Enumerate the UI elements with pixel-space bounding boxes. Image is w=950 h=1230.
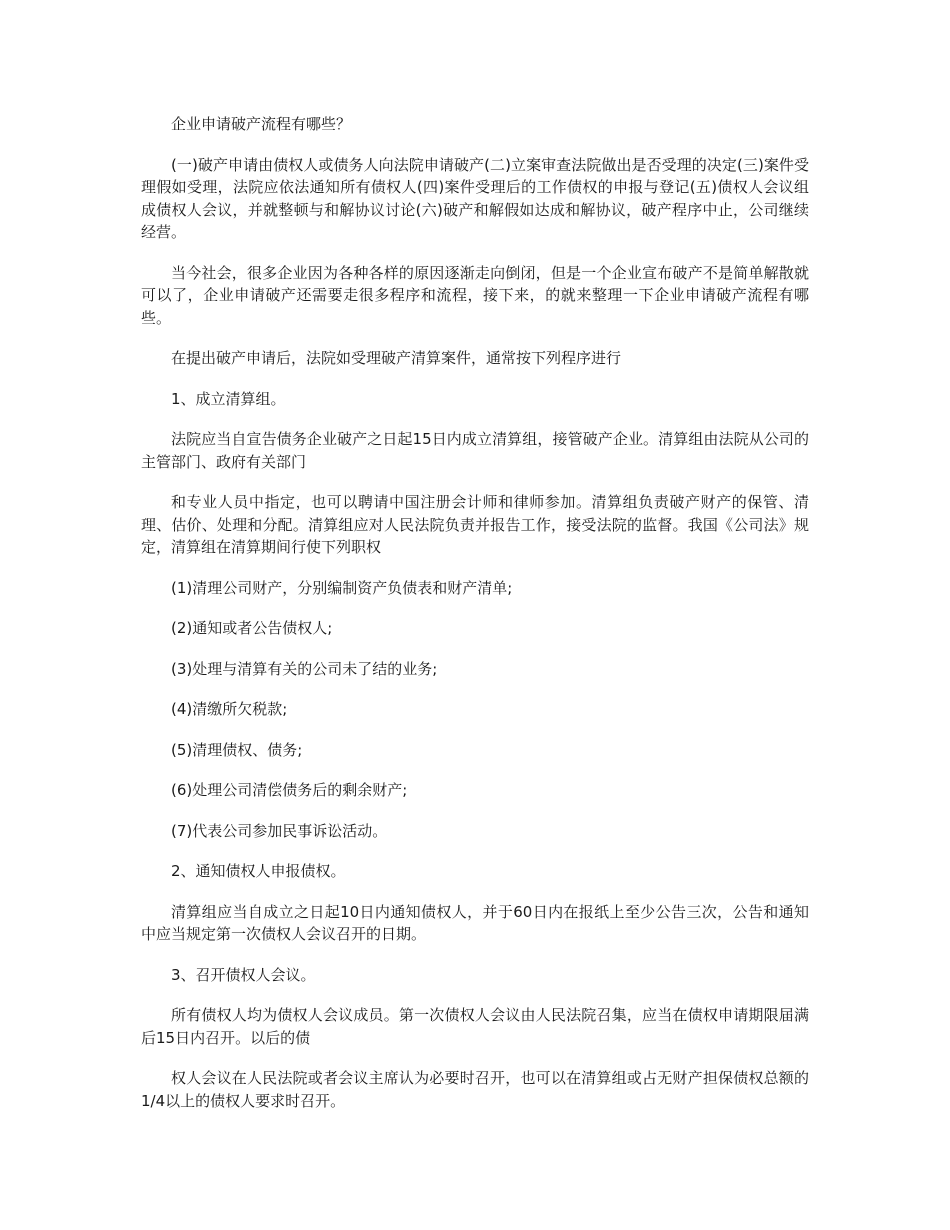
intro-paragraph: 当今社会，很多企业因为各种各样的原因逐渐走向倒闭，但是一个企业宣布破产不是简单解散就可以了，企业申请破产还需要走很多程序和流程，接下来，的就来整理一下企业申请破产流程有哪些。: [141, 263, 809, 327]
duty-item: (3)处理与清算有关的公司未了结的业务;: [171, 659, 438, 678]
step-3-paragraph: 所有债权人均为债权人会议成员。第一次债权人会议由人民法院召集，应当在债权申请期限届满后15日内召开。以后的债: [141, 1006, 809, 1047]
duty-item: (4)清缴所欠税款;: [171, 700, 288, 718]
duty-item: (7)代表公司参加民事诉讼活动。: [171, 821, 388, 840]
step-3-heading: 3、召开债权人会议。: [171, 965, 316, 984]
question-heading: 企业申请破产流程有哪些？: [171, 115, 352, 133]
step-1-continuation-paragraph: 和专业人员中指定，也可以聘请中国注册会计师和律师参加。清算组负责破产财产的保管、清理、估价、处理和分配。清算组应对人民法院负责并报告工作，接受法院的监督。我国《公司法》规定，清算组在清算期间行使下列职权: [141, 493, 809, 556]
procedure-lead-paragraph: 在提出破产申请后，法院如受理破产清算案件，通常按下列程序进行: [171, 349, 622, 367]
step-2-heading: 2、通知债权人申报债权。: [171, 862, 346, 880]
process-summary-paragraph: (一)破产申请由债权人或债务人向法院申请破产(二)立案审查法院做出是否受理的决定(三)案件受理假如受理，法院应依法通知所有债权人(四)案件受理后的工作债权的申报与登记(五)债权人会议组成债权人会议，并就整顿与和解协议讨论(六)破产和解假如达成和解协议，破产程序中止，公司继续经营。: [141, 155, 809, 241]
step-1-paragraph: 法院应当自宣告债务企业破产之日起15日内成立清算组，接管破产企业。清算组由法院从公司的主管部门、政府有关部门: [141, 430, 809, 471]
duty-item: (2)通知或者公告债权人;: [171, 619, 333, 637]
step-2-paragraph: 清算组应当自成立之日起10日内通知债权人，并于60日内在报纸上至少公告三次，公告和通知中应当规定第一次债权人会议召开的日期。: [141, 902, 809, 943]
duty-item: (6)处理公司清偿债务后的剩余财产;: [171, 781, 408, 799]
duty-item: (5)清理债权、债务;: [171, 740, 303, 759]
step-1-heading: 1、成立清算组。: [171, 389, 286, 408]
document-body: [141, 113, 809, 1130]
step-3-continuation-paragraph: 权人会议在人民法院或者会议主席认为必要时召开，也可以在清算组或占无财产担保债权总额的1/4以上的债权人要求时召开。: [141, 1069, 809, 1110]
duty-item: (1)清理公司财产，分别编制资产负债表和财产清单;: [171, 578, 513, 597]
